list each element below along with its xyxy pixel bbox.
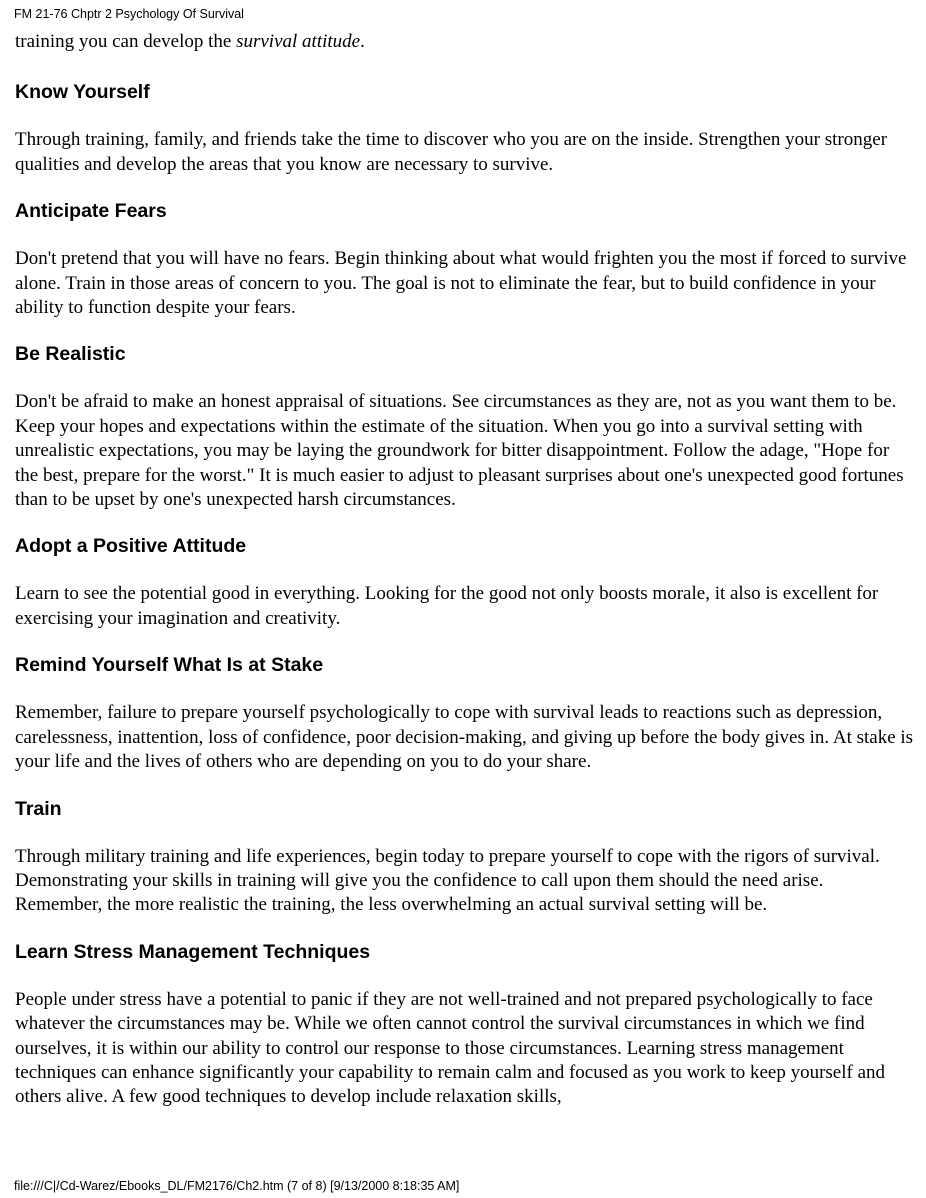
section-heading-anticipate-fears: Anticipate Fears xyxy=(15,200,167,223)
lead-end: . xyxy=(360,31,365,52)
section-body-stress-management: People under stress have a potential to panic if they are not well-trained and not prepared psychologically to face whatever the circumstances may be. While we often cannot control the survival circumstances in which we find ourselves, it is within our ability to control our response to those circumstances. Learning stress management techniques can enhance significantly your capability to remain calm and focused as you work to keep yourself and others alive. A few good techniques to develop include relaxation skills, xyxy=(15,988,886,1108)
lead-paragraph xyxy=(15,30,915,54)
section-body-train: Through military training and life experiences, begin today to prepare yourself to cope with the rigors of survival. Demonstrating your skills in training will give you the confidence to call upon them should the need arise. Remember, the more realistic the training, the less overwhelming an actual survival setting will be. xyxy=(15,845,880,916)
section-heading-be-realistic: Be Realistic xyxy=(15,343,126,366)
section-body-be-realistic: Don't be afraid to make an honest appraisal of situations. See circumstances as they are, not as you want them to be. Keep your hopes and expectations within the estimate of the situation. When you go into a survival setting with unrealistic expectations, you may be laying the groundwork for bitter disappointment. Follow the adage, "Hope for the best, prepare for the worst." It is much easier to adjust to pleasant surprises about one's unexpected good fortunes than to be upset by one's unexpected harsh circumstances. xyxy=(15,391,904,511)
section-heading-stress-management: Learn Stress Management Techniques xyxy=(15,940,371,963)
section-body-anticipate-fears: Don't pretend that you will have no fears. Begin thinking about what would frighten you the most if forced to survive alone. Train in those areas of concern to you. The goal is not to eliminate the fear, but to build confidence in your ability to function despite your fears. xyxy=(15,248,907,319)
running-header: FM 21-76 Chptr 2 Psychology Of Survival xyxy=(14,7,244,21)
lead-text: training you can develop the xyxy=(15,31,237,52)
section-heading-positive-attitude: Adopt a Positive Attitude xyxy=(15,535,247,558)
section-body-what-is-at-stake: Remember, failure to prepare yourself psychologically to cope with survival leads to reactions such as depression, carelessness, inattention, loss of confidence, poor decision-making, and giving up before the body gives in. At stake is your life and the lives of others who are depending on you to do your share. xyxy=(15,702,914,773)
document-body xyxy=(15,30,915,1132)
print-footer: file:///C|/Cd-Warez/Ebooks_DL/FM2176/Ch2.htm (7 of 8) [9/13/2000 8:18:35 AM] xyxy=(14,1179,460,1193)
lead-emphasis: survival attitude xyxy=(236,31,361,52)
section-heading-what-is-at-stake: Remind Yourself What Is at Stake xyxy=(15,654,324,677)
section-heading-know-yourself: Know Yourself xyxy=(15,81,150,104)
section-body-positive-attitude: Learn to see the potential good in everything. Looking for the good not only boosts morale, it also is excellent for exercising your imagination and creativity. xyxy=(15,583,879,629)
section-body-know-yourself: Through training, family, and friends take the time to discover who you are on the inside. Strengthen your stronger qualities and develop the areas that you know are necessary to survive. xyxy=(15,129,888,175)
section-heading-train: Train xyxy=(15,797,62,820)
